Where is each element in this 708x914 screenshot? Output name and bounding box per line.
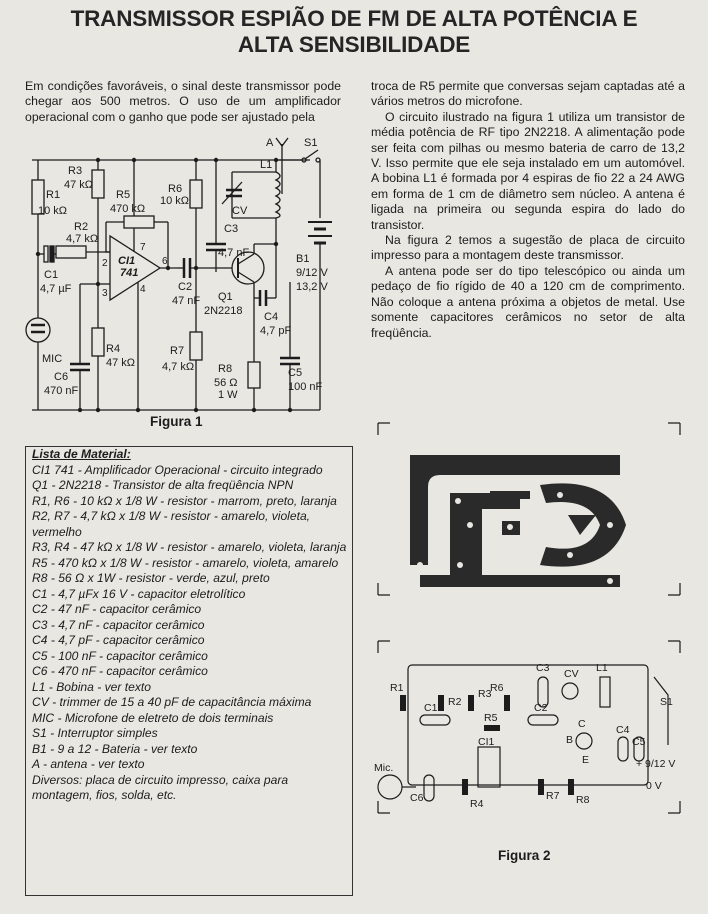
q1-label: Q1 — [218, 291, 233, 303]
paragraph-3: Na figura 2 temos a sugestão de placa de circuito impresso para a montagem deste transmissor. — [371, 233, 685, 263]
c2-label: C2 — [178, 281, 193, 293]
q1-value: 2N2218 — [204, 305, 243, 317]
paragraph-1: troca de R5 permite que conversas sejam captadas até a vários metros do microfone. — [371, 79, 685, 109]
pcb-zero-label: 0 V — [646, 780, 662, 792]
r6-resistor — [190, 180, 202, 208]
pcb-r2 — [438, 695, 444, 711]
material-item: R3, R4 - 47 kΩ x 1/8 W - resistor - amarelo, violeta, laranja — [32, 540, 347, 554]
pcb-r4 — [462, 779, 468, 795]
body-text-column — [371, 79, 685, 341]
pcb-c6 — [424, 775, 434, 801]
title-line-1: TRANSMISSOR ESPIÃO DE FM DE ALTA POTÊNCIA E — [70, 6, 638, 31]
pcb-c-label: C — [578, 718, 586, 730]
l1-label: L1 — [260, 159, 273, 171]
pcb-copper-traces — [410, 455, 626, 587]
b1-value-2: 13,2 V — [296, 281, 328, 293]
pcb-c2 — [528, 715, 558, 725]
intro-paragraph — [25, 79, 341, 125]
mic-label: MIC — [42, 353, 63, 365]
pcb-r5 — [484, 725, 500, 731]
mic-symbol — [26, 318, 50, 342]
pcb-r8 — [568, 779, 574, 795]
c4-value: 4,7 pF — [260, 325, 292, 337]
s1-label: S1 — [304, 137, 318, 149]
r4-label: R4 — [106, 343, 121, 355]
material-item: CI1 741 - Amplificador Operacional - circuito integrado — [32, 462, 323, 477]
pcb-r3-label: R3 — [478, 688, 492, 700]
pcb-r8-label: R8 — [576, 794, 590, 806]
pcb-q1 — [576, 733, 592, 749]
paragraph-2: O circuito ilustrado na figura 1 utiliza um transistor de média potência de RF tipo 2N2218. A alimentação pode ser feita com pilhas ou mesmo bateria de carro de 13,2 V. Isso permite que ele seja instalado em um automóvel. A bobina L1 é formada por 4 espiras de fio 22 a 24 AWG em forma de 1 cm de diâmetro sem núcleo. A antena é ligada na primeira ou segunda espira do lado do transistor. — [371, 109, 685, 232]
material-item: Diversos: placa de circuito impresso, caixa para montagem, fios, solda, etc. — [32, 772, 289, 802]
c3-label: C3 — [224, 223, 239, 235]
r5-resistor — [124, 216, 154, 228]
c1-label: C1 — [44, 269, 59, 281]
pcb-l1-label: L1 — [596, 662, 608, 674]
material-item: R8 - 56 Ω x 1W - resistor - verde, azul, preto — [32, 571, 270, 585]
cv-label: CV — [232, 205, 248, 217]
antenna-label: A — [266, 137, 274, 149]
r8-value-2: 1 W — [218, 389, 238, 401]
r3-resistor — [92, 170, 104, 198]
material-item: S1 - Interruptor simples — [32, 726, 158, 740]
pcb-c5-label: C5 — [632, 736, 646, 748]
pcb-c1-label: C1 — [424, 702, 438, 714]
s1-switch — [305, 150, 318, 159]
r4-value: 47 kΩ — [106, 357, 136, 369]
c3-value: 4,7 nF — [218, 247, 250, 259]
pcb-e-label: E — [582, 754, 590, 766]
c5-value: 100 nF — [288, 381, 323, 393]
c5-label: C5 — [288, 367, 303, 379]
pcb-r1-label: R1 — [390, 682, 404, 694]
pcb-cv-label: CV — [564, 668, 579, 680]
pcb-r6 — [504, 695, 510, 711]
r8-resistor — [248, 362, 260, 388]
r1-value: 10 kΩ — [38, 205, 68, 217]
pin7-label: 7 — [140, 242, 146, 253]
r5-label: R5 — [116, 189, 131, 201]
material-item: CV - trimmer de 15 a 40 pF de capacitância máxima — [32, 695, 312, 709]
material-item: R1, R6 - 10 kΩ x 1/8 W - resistor - marrom, preto, laranja — [32, 493, 337, 508]
pin2-label: 2 — [102, 258, 108, 269]
ci1-value: 741 — [120, 267, 139, 279]
pcb-c3-label: C3 — [536, 662, 550, 674]
c1-capacitor — [44, 246, 48, 262]
pcb-c6-label: C6 — [410, 792, 424, 804]
pcb-c1 — [420, 715, 450, 725]
material-list-header: Lista de Material: — [32, 447, 131, 461]
b1-label: B1 — [296, 253, 310, 265]
material-item: L1 - Bobina - ver texto — [32, 679, 151, 694]
r2-value: 4,7 kΩ — [66, 233, 99, 245]
material-item: MIC - Microfone de eletreto de dois terminais — [32, 710, 274, 725]
material-item: C3 - 4,7 nF - capacitor cerâmico — [32, 617, 205, 632]
b1-value-1: 9/12 V — [296, 267, 328, 279]
title-line-2: ALTA SENSIBILIDADE — [237, 32, 471, 57]
pcb-s1-label: S1 — [660, 696, 673, 708]
r3-label: R3 — [68, 165, 83, 177]
pcb-mic-label: Mic. — [374, 762, 394, 774]
c1-value: 4,7 µF — [40, 283, 72, 295]
pcb-mic — [378, 775, 402, 799]
pcb-r2-label: R2 — [448, 696, 462, 708]
material-item: C5 - 100 nF - capacitor cerâmico — [32, 648, 208, 663]
figure2-pcb — [370, 415, 688, 885]
article-title — [0, 6, 708, 58]
pcb-c4-label: C4 — [616, 724, 630, 736]
material-item: A - antena - ver texto — [32, 757, 145, 771]
pcb-r7-label: R7 — [546, 790, 560, 802]
material-item: R5 - 470 kΩ x 1/8 W - resistor - amarelo, violeta, amarelo — [32, 555, 339, 570]
material-item: C2 - 47 nF - capacitor cerâmico — [32, 602, 202, 616]
intro-text: Em condições favoráveis, o sinal deste transmissor pode chegar aos 500 metros. O uso de um amplificador operacional com o ganho que pode ser ajustado pela — [25, 79, 341, 124]
pcb-ci1-label: CI1 — [478, 736, 495, 748]
r8-label: R8 — [218, 363, 233, 375]
r8-value-1: 56 Ω — [214, 377, 238, 389]
pin3-label: 3 — [102, 288, 108, 299]
pcb-r4-label: R4 — [470, 798, 484, 810]
pcb-ci1-chip — [478, 747, 500, 787]
material-item: C4 - 4,7 pF - capacitor cerâmico — [32, 633, 205, 647]
r5-value: 470 kΩ — [110, 203, 146, 215]
c4-label: C4 — [264, 311, 279, 323]
r7-resistor — [190, 332, 202, 360]
r3-value: 47 kΩ — [64, 179, 94, 191]
figure1-caption: Figura 1 — [150, 414, 203, 429]
material-item: R2, R7 - 4,7 kΩ x 1/8 W - resistor - amarelo, violeta, vermelho — [32, 509, 311, 539]
r1-label: R1 — [46, 189, 61, 201]
figure1-schematic — [20, 132, 355, 432]
pcb-plus-label: + 9/12 V — [636, 758, 676, 770]
r7-value: 4,7 kΩ — [162, 361, 195, 373]
pcb-cv — [562, 683, 578, 699]
material-list-items — [26, 463, 352, 804]
pcb-c4 — [618, 737, 628, 761]
r4-resistor — [92, 328, 104, 356]
material-item: B1 - 9 a 12 - Bateria - ver texto — [32, 741, 198, 756]
pcb-r3 — [468, 695, 474, 711]
l1-coil — [276, 172, 280, 218]
c2-value: 47 nF — [172, 295, 201, 307]
r6-value: 10 kΩ — [160, 195, 190, 207]
pcb-r5-label: R5 — [484, 712, 498, 724]
ci1-label: CI1 — [118, 255, 136, 267]
pin4-label: 4 — [140, 284, 146, 295]
pcb-r1 — [400, 695, 406, 711]
r2-label: R2 — [74, 221, 89, 233]
pcb-l1 — [600, 677, 610, 707]
r7-label: R7 — [170, 345, 185, 357]
material-item: C6 - 470 nF - capacitor cerâmico — [32, 664, 208, 678]
material-item: Q1 - 2N2218 - Transistor de alta freqüência NPN — [32, 478, 294, 492]
pcb-r6-label: R6 — [490, 682, 504, 694]
figure2-caption: Figura 2 — [498, 848, 551, 863]
material-list — [25, 446, 353, 896]
c6-value: 470 nF — [44, 385, 79, 397]
pcb-c2-label: C2 — [534, 702, 548, 714]
pcb-b-label: B — [566, 734, 574, 746]
material-item: C1 - 4,7 µFx 16 V - capacitor eletrolítico — [32, 586, 246, 601]
r2-resistor — [56, 246, 86, 258]
r6-label: R6 — [168, 183, 183, 195]
pcb-r7 — [538, 779, 544, 795]
c6-label: C6 — [54, 371, 69, 383]
paragraph-4: A antena pode ser do tipo telescópico ou ainda um pedaço de fio rígido de 40 a 120 cm de comprimento. Não coloque a antena próxima a objetos de metal. Use somente capacitores cerâmicos no setor de alta freqüência. — [371, 263, 685, 340]
pin6-label: 6 — [162, 256, 168, 267]
